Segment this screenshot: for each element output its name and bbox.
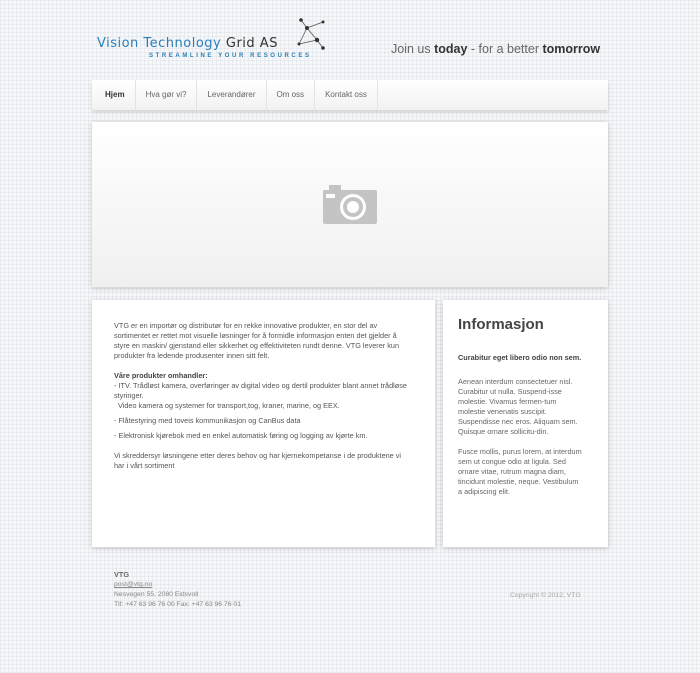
logo-network-icon xyxy=(293,18,329,54)
intro-paragraph: VTG er en importør og distributør for en rekke innovative produkter, en stor del av sortimentet er rettet mot visuelle løsninger for å formidle informasjon enten det gjelder å styre en maskin/ gjenstand eller sikkerhet og effektiviteten rundt denne. VTG leverer kun produkter fra ledende produsenter innen sitt felt. xyxy=(114,321,399,360)
sidebar-title: Informasjon xyxy=(458,316,544,333)
nav-item-hjem[interactable]: Hjem xyxy=(92,80,136,110)
sidebar-subtitle: Curabitur eget libero odio non sem. xyxy=(458,353,582,362)
main-content xyxy=(92,300,435,547)
logo-subtitle: STREAMLINE YOUR RESOURCES xyxy=(149,53,312,59)
nav-item-hva-gjor-vi[interactable]: Hva gør vi? xyxy=(136,80,198,110)
products-heading: Våre produkter omhandler: xyxy=(114,371,208,380)
footer-address: Nesvegen 55, 2080 Eidsvoll xyxy=(114,591,199,598)
sidebar-paragraph: Fusce mollis, purus lorem, at interdum sem ut congue odio at ligula. Sed ornare vitae, rutrum magna diam, tincidunt molestie, neque. Vestibulum a adipiscing elit. xyxy=(458,447,582,496)
tagline-pre: Join us xyxy=(391,42,435,56)
footer-contact xyxy=(114,570,241,610)
sidebar-paragraph: Aenean interdum consectetuer nisl. Curabitur ut nulla. Suspend-isse molestie. Vivamus fermen-tum molestie venenatis suscipit. Suspendisse nec eros. Aliquam sem. Quisque ornare sollicitu-din. xyxy=(458,377,578,436)
footer-email-link[interactable]: post@vtg.no xyxy=(114,581,153,588)
product-item: - Elektronisk kjørebok med en enkel automatisk føring og logging av kjørte km. xyxy=(114,431,368,440)
tagline-tomorrow: tomorrow xyxy=(542,42,601,56)
closing-paragraph: Vi skreddersyr løsningene etter deres behov og har kjernekompetanse i de produktene vi har i vårt sortiment xyxy=(114,451,402,470)
copyright: Copyright © 2012, VTG xyxy=(510,592,581,599)
tagline xyxy=(391,42,600,56)
nav-item-om-oss[interactable]: Om oss xyxy=(267,80,316,110)
tagline-mid: - for a better xyxy=(467,42,543,56)
main-nav xyxy=(92,80,608,110)
tagline-today: today xyxy=(434,42,468,56)
camera-icon xyxy=(323,184,377,224)
footer-company-name: VTG xyxy=(114,570,129,579)
product-item: - ITV. Trådløst kamera, overføringer av digital video og dertil produkter blant annet trådløse styringer. xyxy=(114,381,407,400)
logo-title xyxy=(97,36,278,51)
logo[interactable] xyxy=(97,18,337,66)
info-sidebar xyxy=(443,300,608,547)
product-item: Video kamera og systemer for transport,tog, kraner, marine, og EEX. xyxy=(118,401,340,410)
logo-word-1: Vision Technology xyxy=(97,36,222,51)
nav-item-leverandorer[interactable]: Leverandører xyxy=(197,80,266,110)
image-slider xyxy=(92,122,608,287)
nav-item-kontakt-oss[interactable]: Kontakt oss xyxy=(315,80,378,110)
product-item: - Flåtestyring med toveis kommunikasjon og CanBus data xyxy=(114,416,301,425)
logo-word-2: Grid AS xyxy=(225,36,278,51)
footer-phone: Tlf: +47 63 96 76 00 Fax: +47 63 96 76 01 xyxy=(114,601,241,608)
site-header xyxy=(0,0,700,80)
